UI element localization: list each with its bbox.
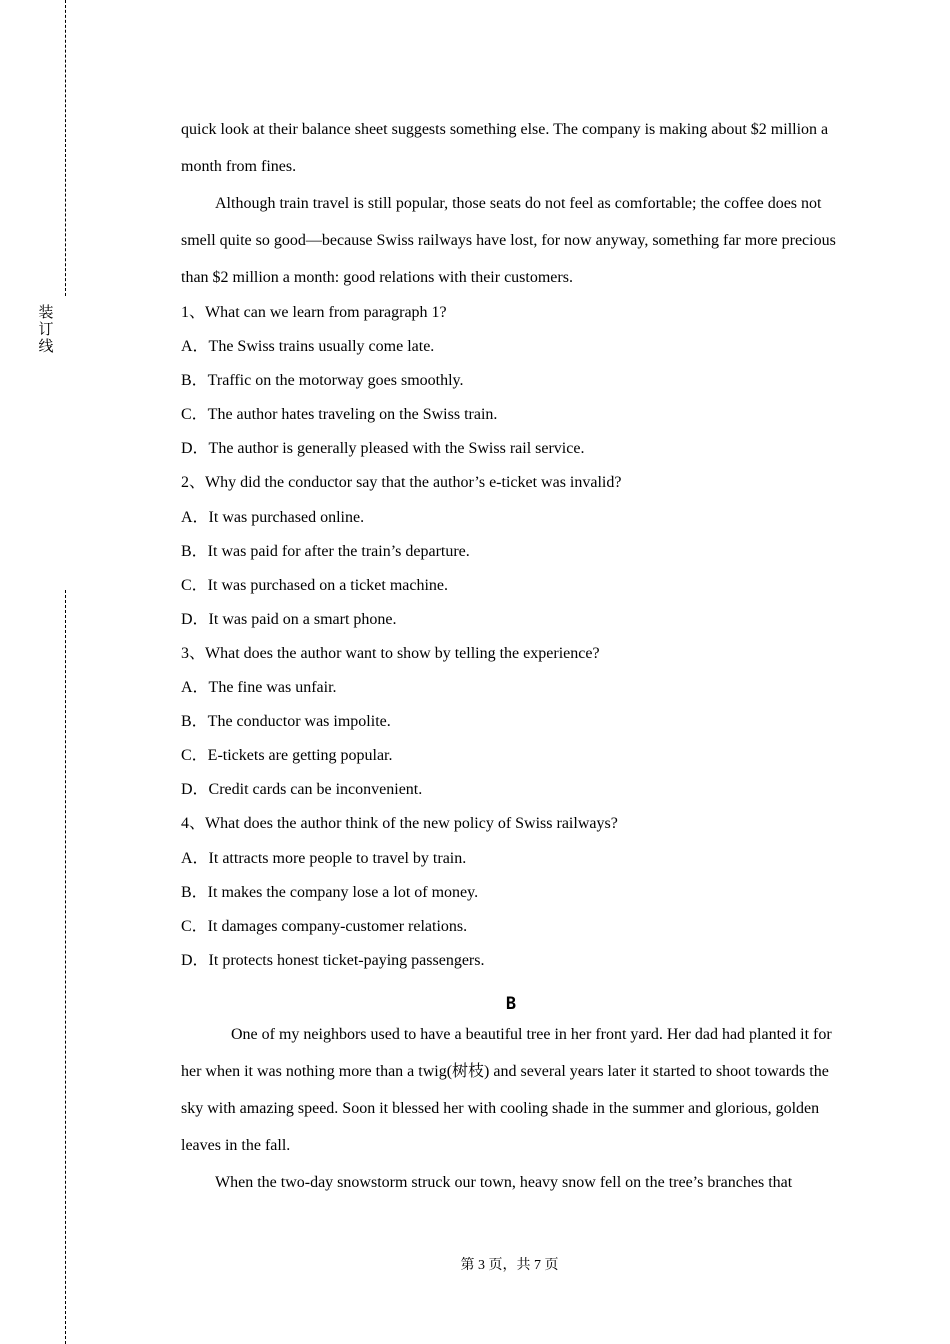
section-title: B <box>505 993 517 1014</box>
binding-line-bottom <box>65 590 66 1344</box>
binding-label-char: 线 <box>38 337 54 355</box>
passage-b-paragraph: One of my neighbors used to have a beautiful tree in her front yard. Her dad had planted it for her when it was nothing more than a twig(树枝) and several years later it started to shoot towards the sky with amazing speed. Soon it blessed her with cooling shade in the summer and glorious, golden leaves in the fall. <box>181 1025 832 1154</box>
answer-option: D．The author is generally pleased with the Swiss rail service. <box>181 440 585 458</box>
answer-option: C．It was purchased on a ticket machine. <box>181 576 449 594</box>
answer-option: B．It makes the company lose a lot of money. <box>181 883 479 901</box>
answer-option: D．It protects honest ticket-paying passengers. <box>181 951 485 969</box>
question-4 <box>181 807 841 977</box>
answer-option: C．The author hates traveling on the Swiss train. <box>181 406 498 424</box>
answer-option: C．E-tickets are getting popular. <box>181 747 393 765</box>
passage-a-paragraph: quick look at their balance sheet suggests something else. The company is making about $2 million a month from fines. <box>181 121 829 175</box>
passage-b-paragraph: When the two-day snowstorm struck our town, heavy snow fell on the tree’s branches that <box>215 1173 793 1191</box>
question-2 <box>181 466 841 636</box>
binding-label <box>38 304 54 355</box>
answer-option: A．The Swiss trains usually come late. <box>181 338 435 356</box>
passage-a-paragraph: Although train travel is still popular, those seats do not feel as comfortable; the coffee does not smell quite so good—because Swiss railways have lost, for now anyway, something far more precious than $2 million a month: good relations with their customers. <box>181 195 836 286</box>
question-stem: 2、Why did the conductor say that the author’s e-ticket was invalid? <box>181 474 622 492</box>
question-3 <box>181 637 841 807</box>
binding-label-char: 装 <box>38 303 54 321</box>
answer-option: D．Credit cards can be inconvenient. <box>181 781 423 799</box>
answer-option: D．It was paid on a smart phone. <box>181 610 397 628</box>
question-stem: 4、What does the author think of the new policy of Swiss railways? <box>181 815 618 833</box>
passage-b <box>181 992 841 1201</box>
answer-option: A．It was purchased online. <box>181 508 365 526</box>
binding-label-char: 订 <box>38 320 54 338</box>
answer-option: B．Traffic on the motorway goes smoothly. <box>181 372 464 390</box>
question-stem: 1、What can we learn from paragraph 1? <box>181 304 447 321</box>
answer-option: B．It was paid for after the train’s departure. <box>181 542 470 560</box>
answer-option: C．It damages company-customer relations. <box>181 917 468 935</box>
answer-option: A．The fine was unfair. <box>181 679 337 697</box>
passage-a <box>181 111 841 296</box>
answer-option: B．The conductor was impolite. <box>181 713 391 731</box>
question-stem: 3、What does the author want to show by telling the experience? <box>181 644 600 662</box>
page-footer: 第 3 页，共 7 页 <box>460 1258 559 1273</box>
page-content <box>181 111 841 1201</box>
answer-option: A．It attracts more people to travel by train. <box>181 849 467 867</box>
binding-line-top <box>65 0 66 296</box>
question-1 <box>181 296 841 466</box>
